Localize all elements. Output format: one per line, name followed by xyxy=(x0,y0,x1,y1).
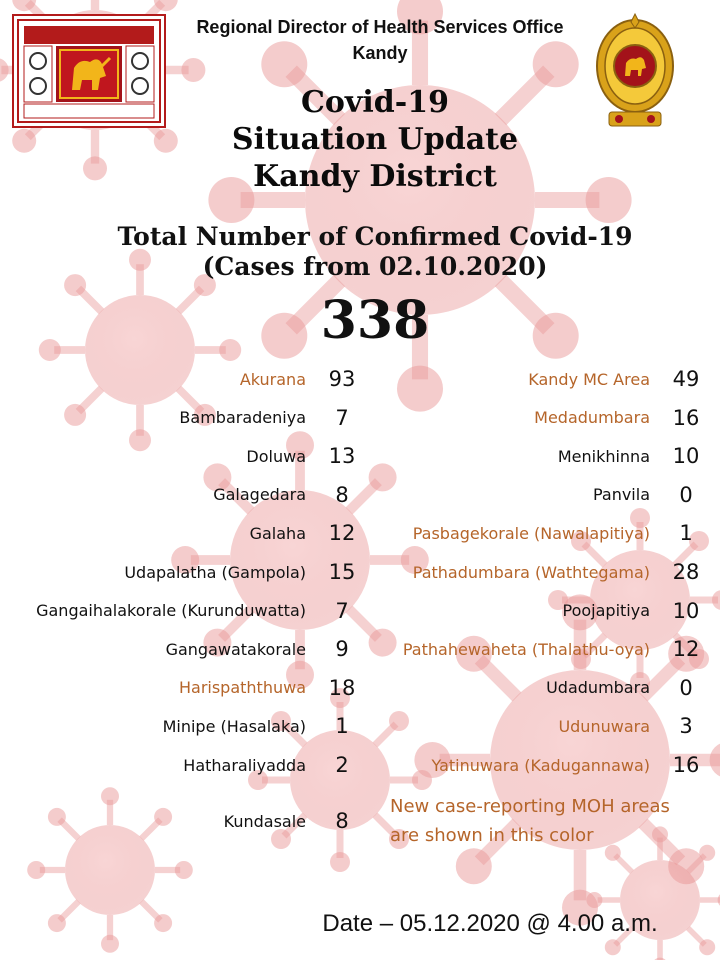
table-row xyxy=(0,713,720,739)
area-name: Kandy MC Area xyxy=(528,369,650,389)
case-count: 8 xyxy=(335,482,349,507)
case-count: 7 xyxy=(335,405,349,430)
case-count: 3 xyxy=(679,714,693,739)
area-name: Pasbagekorale (Nawalapitiya) xyxy=(412,523,650,543)
legend-line2: are shown in this color xyxy=(390,825,594,846)
total-cases: 338 xyxy=(320,290,430,351)
area-name: Gangaihalakorale (Kurunduwatta) xyxy=(36,601,306,621)
table-row xyxy=(0,405,720,431)
case-count: 15 xyxy=(328,560,356,584)
case-count: 1 xyxy=(679,521,693,546)
sri-lanka-emblem-icon xyxy=(593,8,677,132)
case-count: 12 xyxy=(672,637,700,662)
case-count: 8 xyxy=(335,809,349,833)
area-name: Udadumbara xyxy=(546,678,650,698)
table-row xyxy=(0,752,720,778)
area-name: Panvila xyxy=(592,485,650,505)
central-province-emblem xyxy=(12,14,166,128)
area-name: Hatharaliyadda xyxy=(183,755,306,775)
area-name: Gangawatakorale xyxy=(165,639,306,659)
table-row xyxy=(0,443,720,469)
table-row xyxy=(0,675,720,701)
area-name: Udapalatha (Gampola) xyxy=(124,562,306,582)
area-name: Galaha xyxy=(249,523,306,543)
area-name: Pathadumbara (Wathtegama) xyxy=(412,562,650,582)
case-count: 2 xyxy=(335,753,349,777)
subtitle xyxy=(100,222,650,282)
case-count: 16 xyxy=(672,753,700,777)
case-count: 13 xyxy=(328,444,356,469)
area-name: Bambaradeniya xyxy=(179,408,306,428)
legend-line1: New case-reporting MOH areas xyxy=(390,796,670,817)
area-name: Udunuwara xyxy=(558,716,650,736)
organization-name xyxy=(170,14,590,66)
case-count: 7 xyxy=(335,598,349,623)
table-row xyxy=(0,366,720,392)
title-line2: Situation Update xyxy=(231,122,519,157)
org-line1: Regional Director of Health Services Office xyxy=(196,17,564,37)
case-count: 0 xyxy=(679,675,693,700)
case-count: 1 xyxy=(335,714,349,739)
new-area-legend xyxy=(390,792,710,850)
case-count: 12 xyxy=(328,521,356,546)
table-row xyxy=(0,559,720,585)
area-name: Poojapitiya xyxy=(562,601,650,621)
table-row xyxy=(0,520,720,546)
case-count: 9 xyxy=(335,637,349,662)
subtitle-line1: Total Number of Confirmed Covid-19 xyxy=(117,222,633,251)
subtitle-line2: (Cases from 02.10.2020) xyxy=(202,252,548,281)
area-name: Yatinuwara (Kadugannawa) xyxy=(431,755,650,775)
area-name: Pathahewaheta (Thalathu-oya) xyxy=(402,639,650,659)
area-name: Akurana xyxy=(239,369,306,389)
case-count: 0 xyxy=(679,482,693,507)
case-count: 18 xyxy=(328,675,356,700)
area-name: Kundasale xyxy=(223,811,306,831)
case-count: 49 xyxy=(672,367,700,391)
area-name: Doluwa xyxy=(246,446,306,466)
case-count: 93 xyxy=(328,367,356,391)
case-count: 28 xyxy=(672,560,700,584)
org-line2: Kandy xyxy=(352,43,408,63)
area-name: Galagedara xyxy=(213,485,306,505)
area-name: Minipe (Hasalaka) xyxy=(162,716,306,736)
area-name: Menikhinna xyxy=(557,446,650,466)
title-line1: Covid-19 xyxy=(301,85,449,120)
table-row xyxy=(0,598,720,624)
page-title xyxy=(150,84,600,195)
table-row xyxy=(0,636,720,662)
case-count: 10 xyxy=(672,598,700,623)
lion-flag-icon xyxy=(14,16,164,126)
case-count: 10 xyxy=(672,444,700,469)
table-row xyxy=(0,482,720,508)
area-name: Harispaththuwa xyxy=(178,678,306,698)
title-line3: Kandy District xyxy=(253,159,497,194)
case-count: 16 xyxy=(672,405,700,430)
area-name: Medadumbara xyxy=(534,408,650,428)
report-date: Date – 05.12.2020 @ 4.00 a.m. xyxy=(322,910,658,937)
national-emblem xyxy=(593,8,677,132)
